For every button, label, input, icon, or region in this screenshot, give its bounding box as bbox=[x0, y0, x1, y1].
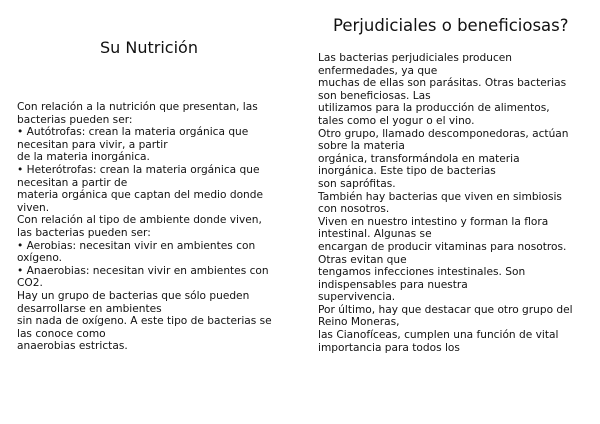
nutrition-line: • Heterótrofas: crean la materia orgánica que bbox=[17, 163, 260, 176]
nutrition-line: necesitan para vivir, a partir bbox=[17, 138, 168, 151]
harmful-beneficial-line: tales como el yogur o el vino. bbox=[318, 114, 475, 127]
harmful-beneficial-line: Reino Moneras, bbox=[318, 316, 400, 329]
nutrition-line: • Autótrofas: crean la materia orgánica que bbox=[17, 126, 249, 139]
harmful-beneficial-heading: Perjudiciales o beneficiosas? bbox=[333, 16, 569, 35]
nutrition-line: Con relación a la nutrición que presentan, las bbox=[17, 101, 258, 113]
harmful-beneficial-line: las Cianofíceas, cumplen una función de vital bbox=[318, 329, 559, 342]
harmful-beneficial-line: utilizamos para la producción de alimentos, bbox=[318, 102, 550, 115]
harmful-beneficial-line: intestinal. Algunas se bbox=[318, 228, 432, 241]
harmful-beneficial-line: con nosotros. bbox=[318, 203, 390, 216]
nutrition-line: oxígeno. bbox=[17, 252, 62, 265]
nutrition-line: las bacterias pueden ser: bbox=[17, 226, 151, 239]
nutrition-line: materia orgánica que captan del medio donde bbox=[17, 189, 264, 202]
nutrition-line: de la materia inorgánica. bbox=[17, 151, 150, 164]
harmful-beneficial-body bbox=[318, 52, 573, 354]
harmful-beneficial-line: importancia para todos los bbox=[318, 341, 460, 354]
harmful-beneficial-line: indispensables para nuestra bbox=[318, 278, 468, 291]
nutrition-line: • Aerobias: necesitan vivir en ambientes con bbox=[17, 239, 256, 252]
harmful-beneficial-line: Otro grupo, llamado descomponedoras, actúan bbox=[318, 127, 569, 140]
nutrition-line: las conoce como bbox=[17, 327, 106, 340]
harmful-beneficial-line: tengamos infecciones intestinales. Son bbox=[318, 266, 526, 279]
nutrition-body bbox=[17, 101, 272, 353]
nutrition-line: sin nada de oxígeno. A este tipo de bacterias se bbox=[17, 315, 272, 328]
nutrition-line: bacterias pueden ser: bbox=[17, 113, 133, 126]
harmful-beneficial-line: inorgánica. Este tipo de bacterias bbox=[318, 165, 496, 178]
harmful-beneficial-line: orgánica, transformándola en materia bbox=[318, 152, 520, 165]
nutrition-heading: Su Nutrición bbox=[100, 38, 198, 57]
harmful-beneficial-line: También hay bacterias que viven en simbiosis bbox=[318, 190, 562, 203]
nutrition-line: CO2. bbox=[17, 277, 43, 290]
harmful-beneficial-line: sobre la materia bbox=[318, 140, 405, 153]
harmful-beneficial-line: Por último, hay que destacar que otro grupo del bbox=[318, 303, 573, 316]
nutrition-line: desarrollarse en ambientes bbox=[17, 302, 162, 315]
harmful-beneficial-line: Otras evitan que bbox=[318, 253, 407, 266]
nutrition-line: anaerobias estrictas. bbox=[17, 340, 128, 353]
nutrition-line: necesitan a partir de bbox=[17, 176, 128, 189]
harmful-beneficial-line: muchas de ellas son parásitas. Otras bacterias bbox=[318, 77, 567, 90]
harmful-beneficial-line: enfermedades, ya que bbox=[318, 64, 438, 77]
nutrition-line: • Anaerobias: necesitan vivir en ambientes con bbox=[17, 264, 269, 277]
harmful-beneficial-line: son beneficiosas. Las bbox=[318, 89, 431, 102]
harmful-beneficial-line: Las bacterias perjudiciales producen bbox=[318, 52, 513, 64]
nutrition-line: Con relación al tipo de ambiente donde viven, bbox=[17, 214, 262, 227]
harmful-beneficial-line: Viven en nuestro intestino y forman la flora bbox=[318, 215, 549, 228]
harmful-beneficial-line: son saprófitas. bbox=[318, 177, 396, 190]
nutrition-line: Hay un grupo de bacterias que sólo pueden bbox=[17, 289, 250, 302]
harmful-beneficial-line: encargan de producir vitaminas para nosotros. bbox=[318, 240, 567, 253]
harmful-beneficial-line: supervivencia. bbox=[318, 291, 396, 304]
nutrition-line: viven. bbox=[17, 201, 50, 214]
